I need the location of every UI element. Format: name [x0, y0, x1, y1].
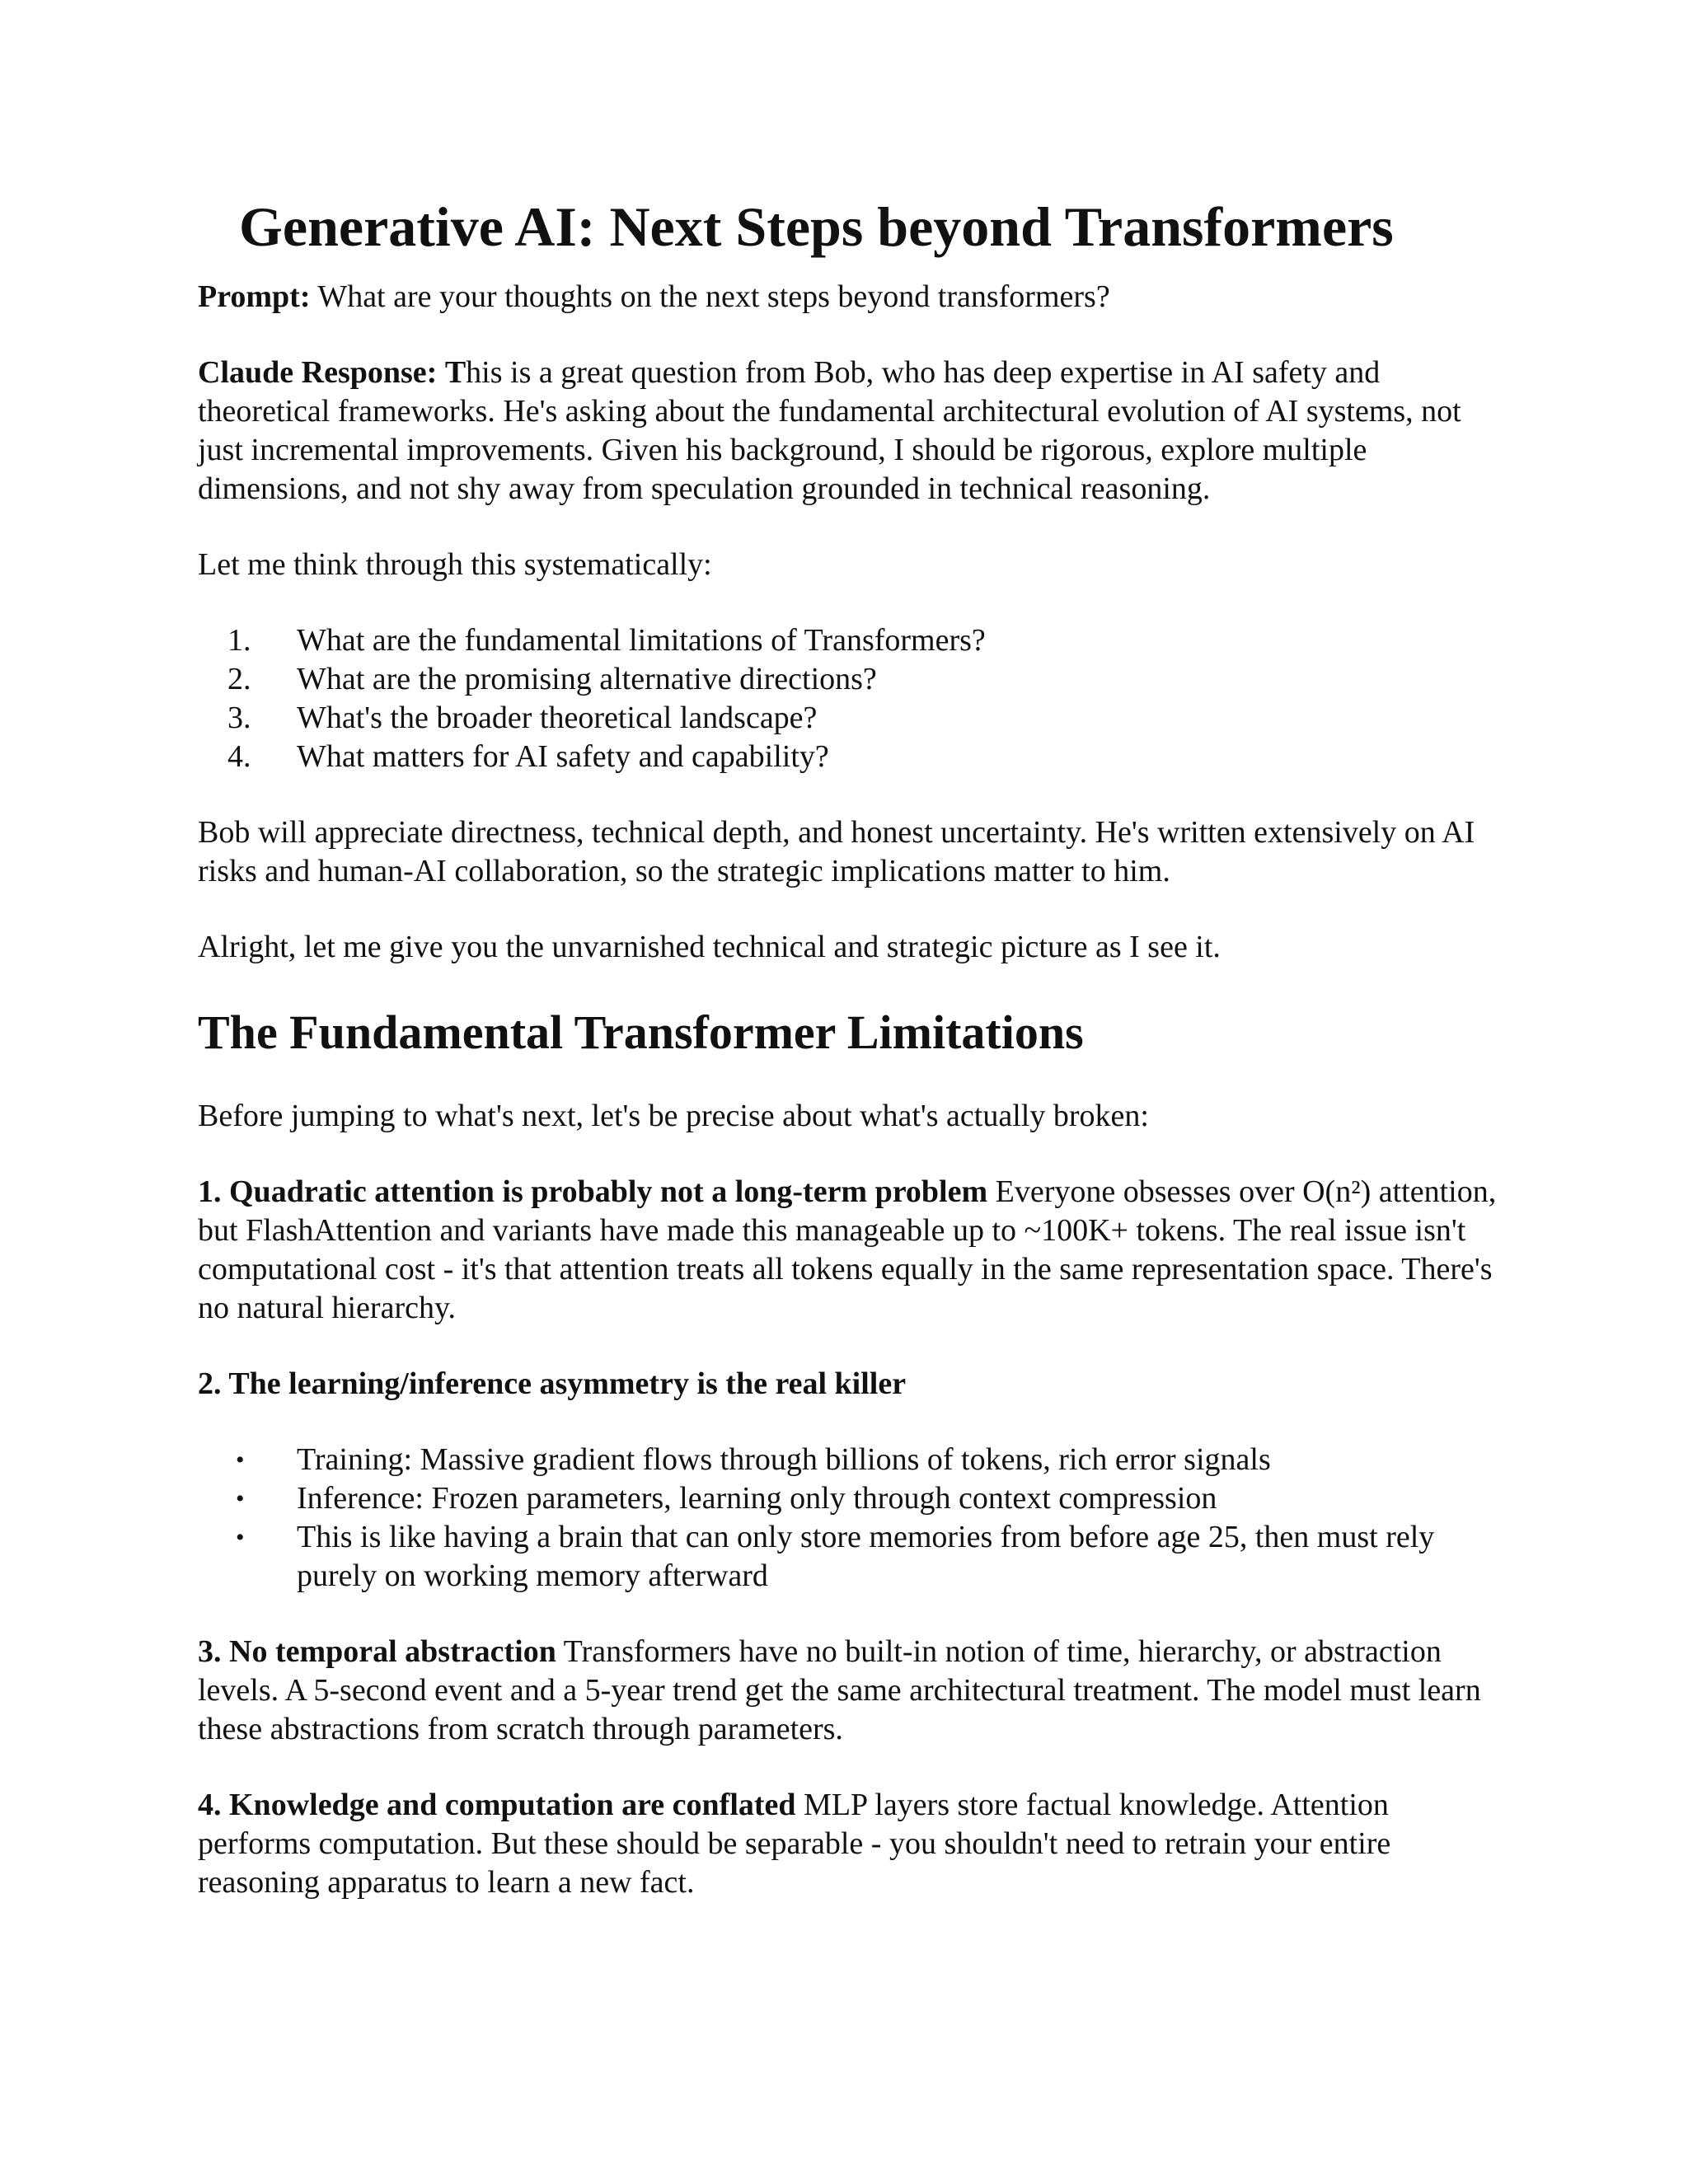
response-lead-letter: T	[444, 355, 467, 390]
response-paragraph	[198, 354, 1500, 509]
document-page	[198, 194, 1500, 1939]
prompt-label: Prompt:	[198, 279, 311, 314]
list-item-text: What matters for AI safety and capability?	[297, 739, 829, 774]
limitation-text: Transformers have no built-in notion of time, hierarchy, or abstraction levels. A 5-second event and a 5-year trend get the same architectural treatment. The model must learn these abstractions from scratch through parameters.	[198, 1634, 1481, 1746]
list-number: 1.	[227, 623, 251, 658]
list-item-text: What are the promising alternative directions?	[297, 662, 877, 696]
bullet-text: Training: Massive gradient flows through billions of tokens, rich error signals	[297, 1442, 1271, 1477]
bullet-marker: •	[236, 1485, 245, 1512]
bullet-marker: •	[236, 1524, 245, 1551]
response-label: Claude Response:	[198, 355, 438, 390]
limitation-title: 3. No temporal abstraction	[198, 1634, 556, 1669]
limitation-title: 2. The learning/inference asymmetry is the real killer	[198, 1366, 907, 1401]
bullet-item	[198, 1441, 1500, 1479]
bullet-item	[198, 1518, 1500, 1596]
steps-list	[198, 621, 1500, 776]
list-item-text: What's the broader theoretical landscape?	[297, 701, 818, 735]
list-item-text: What are the fundamental limitations of Transformers?	[297, 623, 986, 658]
limitation-text: Everyone obsesses over O(n²) attention, but FlashAttention and variants have made this manageable up to ~100K+ tokens. The real issue isn't computational cost - it's that attention treats all tokens equally in the same representation space. There's no natural hierarchy.	[198, 1174, 1497, 1325]
limitation-title: 4. Knowledge and computation are conflated	[198, 1788, 796, 1822]
list-item	[198, 699, 1500, 738]
transition-paragraph: Alright, let me give you the unvarnished technical and strategic picture as I see it.	[198, 930, 1221, 964]
bullet-text: This is like having a brain that can only store memories from before age 25, then must rely purely on working memory afterward	[297, 1520, 1435, 1593]
bob-note-paragraph: Bob will appreciate directness, technical depth, and honest uncertainty. He's written extensively on AI risks and human-AI collaboration, so the strategic implications matter to him.	[198, 815, 1475, 888]
list-item	[198, 621, 1500, 660]
limitation-1	[198, 1173, 1500, 1328]
bullet-text: Inference: Frozen parameters, learning only through context compression	[297, 1481, 1217, 1516]
section-heading: The Fundamental Transformer Limitations	[198, 1005, 1084, 1059]
list-number: 2.	[227, 662, 251, 696]
list-number: 4.	[227, 739, 251, 774]
response-text: his is a great question from Bob, who has deep expertise in AI safety and theoretical frameworks. He's asking about the fundamental architectural evolution of AI systems, not just incremental improvements. Given his background, I should be rigorous, explore multiple dimensions, and not shy away from speculation grounded in technical reasoning.	[198, 355, 1461, 506]
prompt-text: What are your thoughts on the next steps beyond transformers?	[317, 279, 1110, 314]
intro-paragraph: Let me think through this systematically:	[198, 547, 712, 582]
list-number: 3.	[227, 701, 251, 735]
list-item	[198, 738, 1500, 776]
bullet-marker: •	[236, 1446, 245, 1474]
list-item	[198, 660, 1500, 699]
limitation-title: 1. Quadratic attention is probably not a long-term problem	[198, 1174, 988, 1209]
prompt-paragraph	[198, 278, 1500, 316]
bullet-item	[198, 1479, 1500, 1518]
limitation-text: MLP layers store factual knowledge. Attention performs computation. But these should be separable - you shouldn't need to retrain your entire reasoning apparatus to learn a new fact.	[198, 1788, 1391, 1900]
limitation-4	[198, 1786, 1500, 1902]
asymmetry-bullet-list	[198, 1441, 1500, 1596]
limitation-2	[198, 1365, 1500, 1404]
limitation-3	[198, 1633, 1500, 1749]
section-intro: Before jumping to what's next, let's be precise about what's actually broken:	[198, 1099, 1149, 1133]
document-title: Generative AI: Next Steps beyond Transformers	[239, 195, 1394, 258]
